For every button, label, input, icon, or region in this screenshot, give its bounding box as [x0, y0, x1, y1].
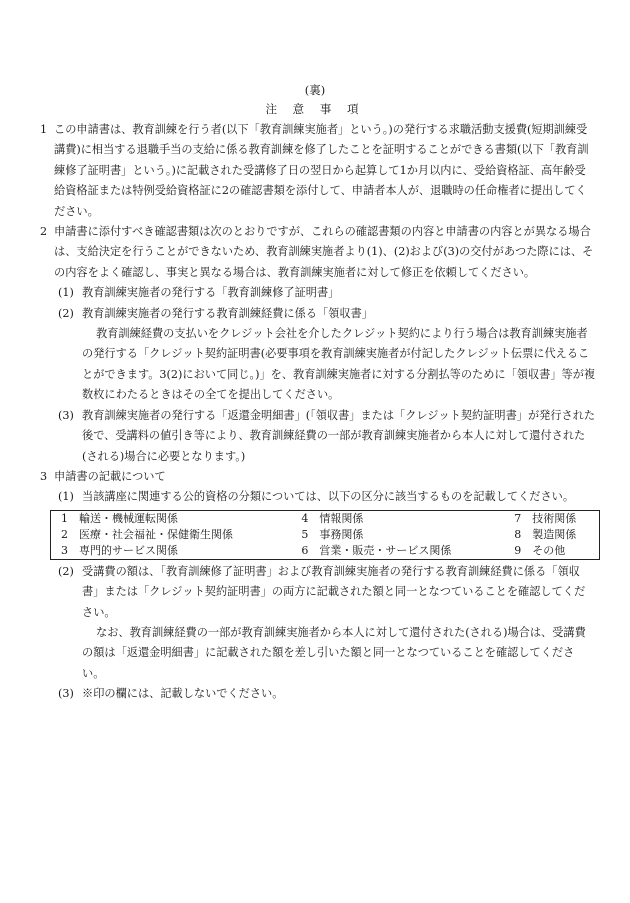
category-cell: 1 輸送・機械運転関係 — [61, 511, 178, 525]
item-text: 申請書に添付すべき確認書類は次のとおりですが、これらの確認書類の内容と申請書の内容とが異なる場合は、支給決定を行うことができないため、教育訓練実施者より(1)、(2)および(3)の交付があつた際には、その内容をよく確認し、事実と異なる場合は、教育訓練実施者に対して修正を依頼してください。 — [54, 225, 594, 279]
category-cell: 3 専門的サービス関係 — [61, 543, 178, 557]
side-label: (裏) — [304, 83, 326, 97]
table-row — [51, 527, 599, 543]
notes-content — [40, 120, 596, 705]
sub-item-3-2 — [40, 562, 596, 684]
item-number: 3 — [40, 469, 48, 483]
sub-item-2-2 — [40, 304, 596, 406]
sub-text: 教育訓練実施者の発行する教育訓練経費に係る「領収書」 — [82, 306, 373, 320]
note-item-3 — [40, 467, 596, 487]
table-row — [51, 543, 599, 559]
sub-number: (3) — [58, 687, 74, 701]
category-grid — [51, 511, 599, 559]
note-item-1 — [40, 120, 596, 222]
category-cell: 4 情報関係 — [301, 511, 364, 525]
category-cell: 2 医療・社会福祉・保健衛生関係 — [61, 527, 233, 541]
sub-item-3-3 — [40, 684, 596, 704]
category-cell: 6 営業・販売・サービス関係 — [301, 543, 452, 557]
sub-number: (1) — [58, 490, 74, 504]
table-row — [51, 511, 599, 527]
qualification-category-table — [50, 510, 600, 560]
category-cell: 8 製造関係 — [514, 527, 577, 541]
sub-note: 教育訓練経費の支払いをクレジット会社を介したクレジット契約により行う場合は教育訓練実施者の発行する「クレジット契約証明書(必要事項を教育訓練実施者が付記したクレジット伝票に代えることができます。3(2)において同じ。)」を、教育訓練実施者に対する分割払等のために「領収書」等が複数枚にわたるときはその全てを提出してください。 — [82, 327, 596, 402]
section-title: 注 意 事 項 — [265, 102, 365, 116]
sub-text: 教育訓練実施者の発行する「返還金明細書」(「領収書」または「クレジット契約証明書」が発行された後で、受講料の値引き等により、教育訓練経費の一部が教育訓練実施者から本人に対して還付された(される)場合に必要となります。) — [82, 408, 596, 463]
sub-number: (2) — [58, 564, 74, 578]
sub-item-2-1 — [40, 283, 596, 303]
sub-item-2-3 — [40, 406, 596, 467]
category-cell: 7 技術関係 — [514, 511, 577, 525]
note-item-2 — [40, 222, 596, 283]
sub-number: (1) — [58, 286, 74, 300]
item-number: 1 — [40, 123, 48, 136]
sub-text: ※印の欄には、記載しないでください。 — [82, 687, 284, 701]
category-cell: 9 その他 — [514, 543, 566, 557]
item-text: この申請書は、教育訓練を行う者(以下「教育訓練実施者」という。)の発行する求職活動支援費(短期訓練受講費)に相当する退職手当の支給に係る教育訓練を修了したことを証明することができる書類(以下「教育訓練修了証明書」という。)に記載された受講修了日の翌日から起算して1か月以内に、受給資格証、高年齢受給資格証または特例受給資格証に2の確認書類を添付して、申請者本人が、退職時の任命権者に提出してください。 — [54, 123, 589, 218]
sub-number: (3) — [58, 408, 74, 422]
sub-text: 受講費の額は、「教育訓練修了証明書」および教育訓練実施者の発行する教育訓練経費に係る「領収書」または「クレジット契約証明書」の両方に記載された額と同一となつていることを確認してください。 — [82, 564, 586, 619]
sub-text: 教育訓練実施者の発行する「教育訓練修了証明書」 — [82, 286, 340, 300]
sub-note: なお、教育訓練経費の一部が教育訓練実施者から本人に対して還付された(される)場合は、受講費の額は「返還金明細書」に記載された額を差し引いた額と同一となつていることを確認してください。 — [82, 625, 586, 680]
sub-number: (2) — [58, 306, 74, 320]
item-number: 2 — [40, 225, 48, 239]
item-text: 申請書の記載について — [54, 469, 166, 483]
sub-item-3-1 — [40, 487, 596, 507]
sub-text: 当該講座に関連する公的資格の分類については、以下の区分に該当するものを記載してください。 — [82, 490, 575, 504]
category-cell: 5 事務関係 — [301, 527, 364, 541]
